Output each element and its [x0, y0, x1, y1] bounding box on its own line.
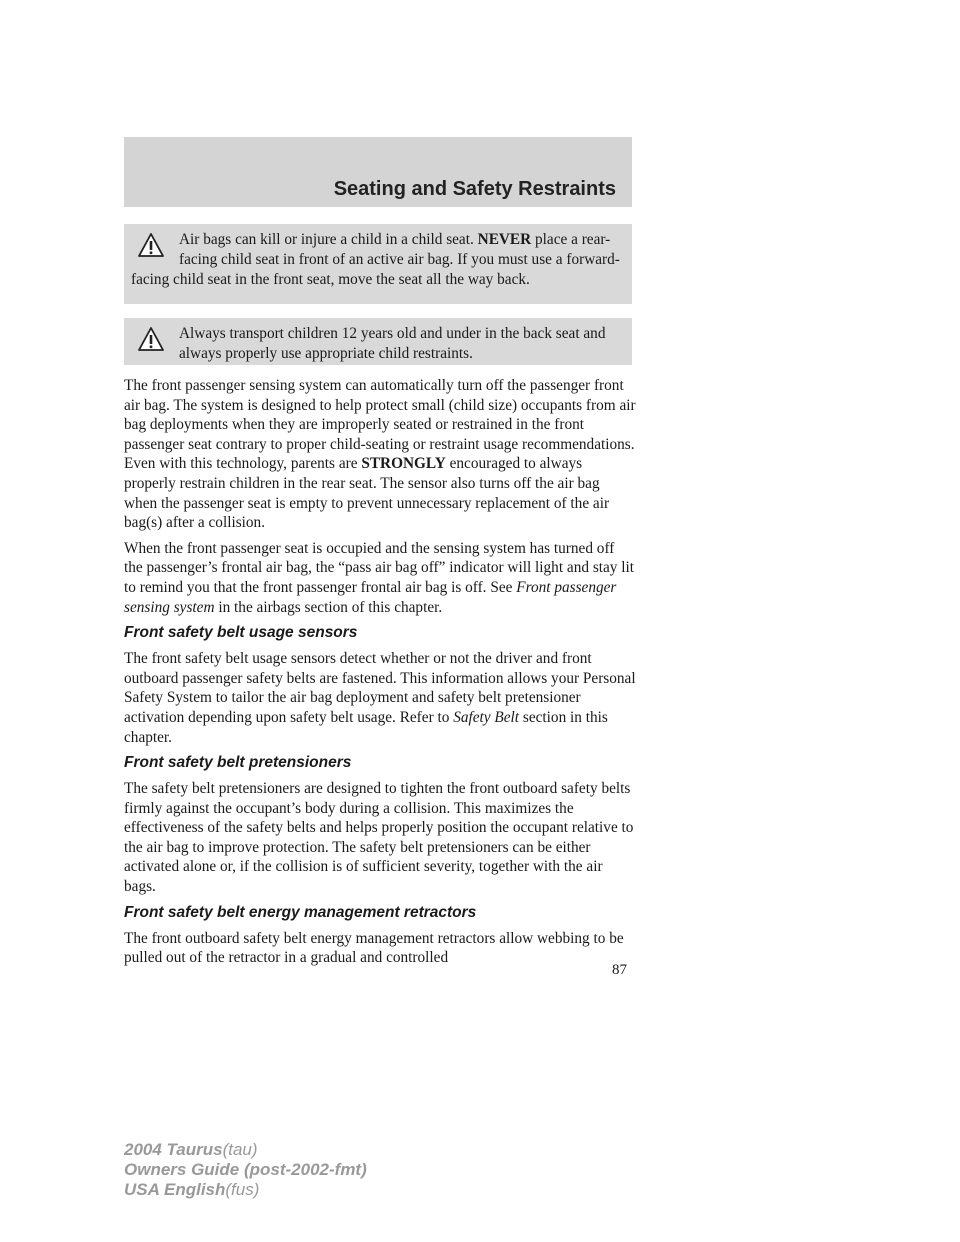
footer-line [124, 1160, 367, 1180]
page-body [124, 376, 636, 974]
warning-triangle-icon [137, 326, 165, 352]
paragraph-usage-sensors [124, 649, 636, 747]
paragraph-text: in the airbags section of this chapter. [214, 598, 443, 616]
footer-code: (tau) [222, 1140, 258, 1159]
paragraph-sensing-system [124, 376, 636, 533]
cross-reference: Front passenger sensing system [124, 578, 617, 616]
footer-line [124, 1140, 367, 1160]
paragraph-emphasis: STRONGLY [361, 455, 446, 473]
footer-code: (fus) [225, 1180, 260, 1199]
paragraph-text: section in this chapter. [124, 708, 608, 746]
paragraph-pass-airbag-off [124, 539, 636, 617]
warning-triangle-icon [137, 232, 165, 258]
heading-retractors: Front safety belt energy management retractors [124, 903, 477, 921]
paragraph-text: The front safety belt usage sensors detect whether or not the driver and front outboard passenger safety belts are fastened. This information allows your Personal Safety System to tailor the air bag deployment and safety belt pretensioner activation depending upon safety belt usage. Refer to [124, 650, 636, 726]
warning-box-children-back-seat [124, 318, 632, 365]
heading-pretensioners: Front safety belt pretensioners [124, 754, 352, 772]
page-number: 87 [612, 962, 627, 978]
warning-text [131, 230, 622, 290]
section-header-band [124, 137, 632, 207]
paragraph-text: The front passenger sensing system can automatically turn off the passenger front air bag. The system is designed to help protect small (child size) occupants from air bag deployments when they are improperly seated or restrained in the front passenger seat contrary to proper child-seating or restraint usage recommendations. Even with this technology, parents are [124, 377, 636, 473]
warning-box-airbag-child-seat [124, 224, 632, 304]
heading-usage-sensors: Front safety belt usage sensors [124, 624, 358, 642]
warning-text-part: place a rear-facing child seat in front of an active air bag. If you must use a forward-facing child seat in the front seat, move the seat all the way back. [131, 231, 620, 288]
paragraph-text: When the front passenger seat is occupied and the sensing system has turned off the passenger’s frontal air bag, the “pass air bag off” indicator will light and stay lit to remind you that the front passenger frontal air bag is off. See [124, 539, 635, 596]
warning-text-part: Air bags can kill or injure a child in a child seat. [179, 231, 478, 248]
warning-emphasis: NEVER [477, 231, 532, 248]
footer-model: 2004 Taurus [124, 1140, 223, 1159]
footer-guide: Owners Guide (post-2002-fmt) [124, 1160, 367, 1179]
footer-line [124, 1180, 367, 1200]
footer-language: USA English [124, 1180, 226, 1199]
cross-reference: Safety Belt [453, 708, 520, 726]
paragraph-pretensioners: The safety belt pretensioners are designed to tighten the front outboard safety belts firmly against the occupant’s body during a collision. This maximizes the effectiveness of the safety belts and helps properly position the occupant relative to the air bag to improve protection. The safety belt pretensioners can be either activated alone or, if the collision is of sufficient severity, together with the air bags. [124, 780, 634, 896]
warning-text: Always transport children 12 years old and under in the back seat and always properly use appropriate child restraints. [179, 325, 606, 362]
paragraph-retractors: The front outboard safety belt energy management retractors allow webbing to be pulled out of the retractor in a gradual and controlled [124, 929, 624, 967]
section-title: Seating and Safety Restraints [333, 178, 616, 200]
paragraph-text: encouraged to always properly restrain children in the rear seat. The sensor also turns off the air bag when the passenger seat is empty to prevent unnecessary replacement of the air bag(s) after a collision. [124, 455, 610, 532]
document-footer [124, 1140, 367, 1200]
